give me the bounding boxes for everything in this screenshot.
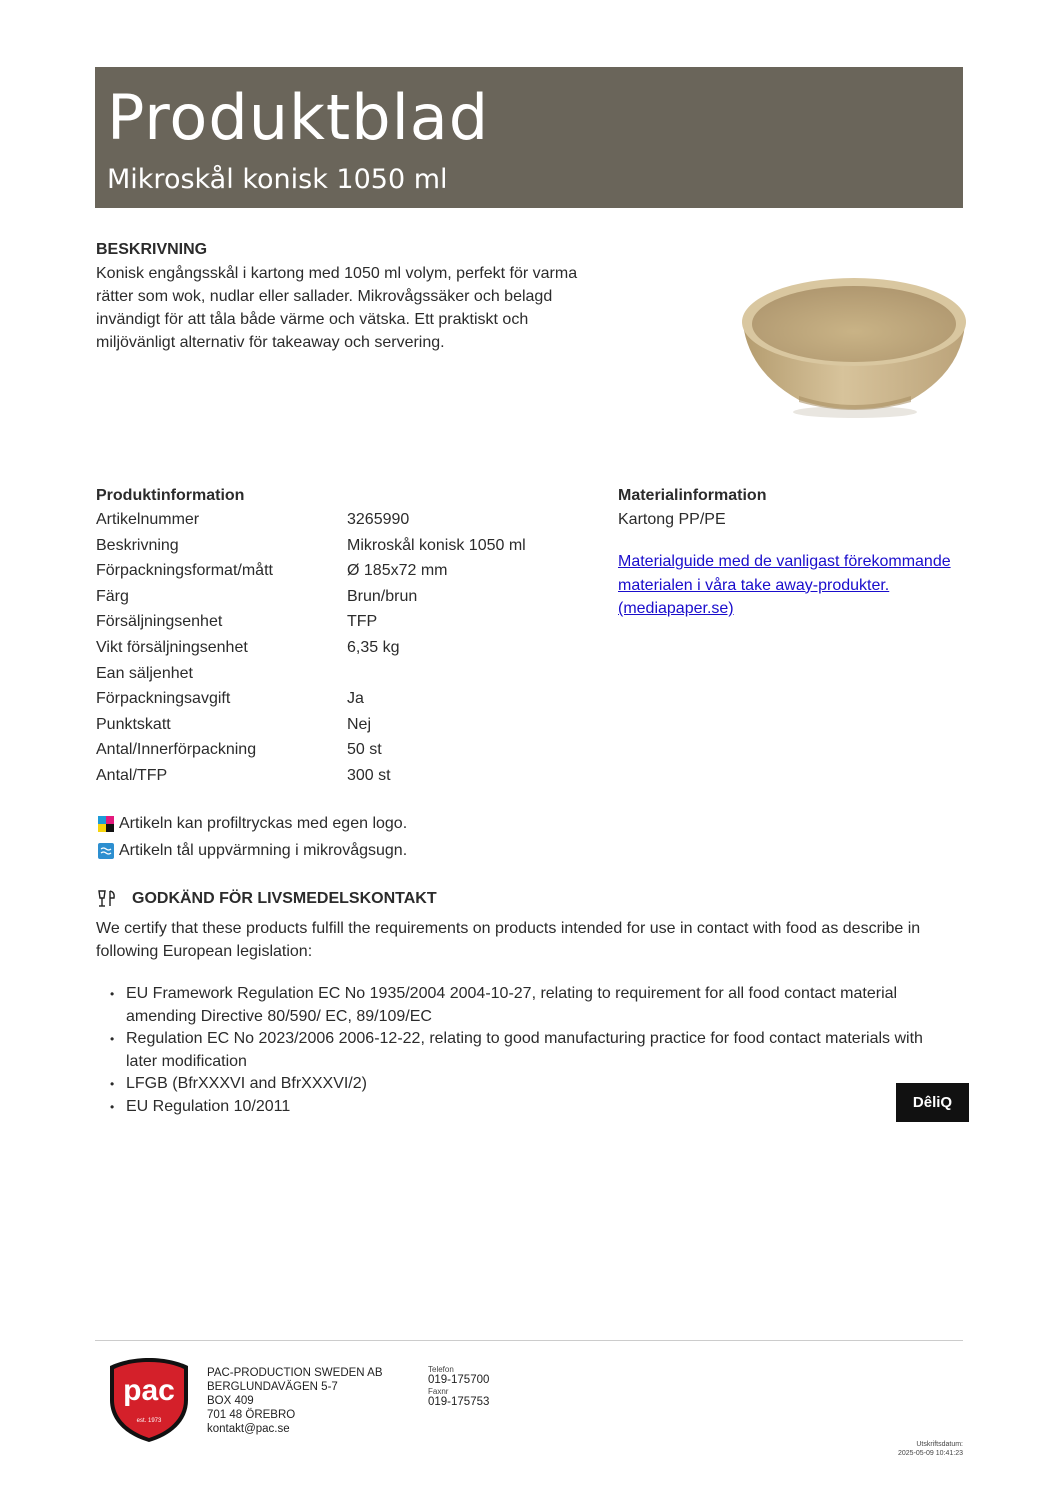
product-info-row (96, 507, 576, 533)
row-value: Ja (347, 690, 364, 708)
product-info-row (96, 635, 576, 661)
description-text: Konisk engångsskål i kartong med 1050 ml volym, perfekt för varma rätter som wok, nudlar eller sallader. Mikrovågssäker och belagd invändigt för att tåla både värme och vätska. Ett praktiskt och miljövänligt alternativ för takeaway och servering. (96, 265, 578, 351)
description-heading: BESKRIVNING (96, 241, 208, 258)
row-key: Färg (96, 587, 129, 605)
feature-microwave (98, 842, 407, 860)
food-contact-text: We certify that these products fulfill the requirements on products intended for use in contact with food as describe in following European legislation: (96, 920, 921, 960)
contact-numbers (428, 1365, 489, 1409)
legislation-list (106, 983, 936, 1118)
product-info-row (96, 686, 576, 712)
list-item: • Regulation EC No 2023/2006 2006-12-22, relating to good manufacturing practice for food contact materials with later modification (106, 1028, 936, 1073)
company-email: kontakt@pac.se (207, 1423, 290, 1435)
fax-label: Faxnr (428, 1387, 449, 1396)
row-key: Beskrivning (96, 536, 179, 554)
page-title: Produktblad (107, 81, 490, 154)
product-info-row (96, 533, 576, 559)
address-line: BOX 409 (207, 1395, 254, 1407)
feature-text: Artikeln kan profiltryckas med egen logo. (119, 815, 408, 832)
row-key: Antal/TFP (96, 766, 168, 784)
row-value: 6,35 kg (347, 638, 400, 656)
food-contact-icon (97, 889, 117, 909)
product-info-row (96, 558, 576, 584)
feature-text: Artikeln tål uppvärmning i mikrovågsugn. (119, 842, 408, 859)
product-info-table (96, 507, 576, 789)
list-item: • LFGB (BfrXXXVI and BfrXXXVI/2) (106, 1073, 936, 1096)
pac-logo (108, 1356, 190, 1444)
row-key: Förpackningsavgift (96, 690, 231, 708)
fax-number: 019-175753 (428, 1396, 490, 1408)
footer-divider (95, 1340, 963, 1341)
print-date-label: Utskriftsdatum: (916, 1441, 963, 1448)
company-name: PAC-PRODUCTION SWEDEN AB (207, 1367, 383, 1379)
deliq-brand-logo: DêliQ (896, 1083, 969, 1122)
material-guide-link[interactable]: Materialguide med de vanligast förekommande materialen i våra take away-produkter. (mediapaper.se) (618, 553, 951, 617)
row-key: Punktskatt (96, 715, 171, 733)
row-key: Vikt försäljningsenhet (96, 638, 248, 656)
list-item: • EU Framework Regulation EC No 1935/2004 2004-10-27, relating to requirement for all food contact material amending Directive 80/590/ EC, 89/109/EC (106, 983, 936, 1028)
row-value: 300 st (347, 766, 391, 784)
product-info-row (96, 712, 576, 738)
logo-est: est. 1973 (136, 1418, 162, 1424)
row-key: Förpackningsformat/mått (96, 562, 273, 580)
print-date: 2025-05-09 10:41:23 (898, 1450, 963, 1457)
row-value: Ø 185x72 mm (347, 562, 448, 580)
food-contact-heading: GODKÄND FÖR LIVSMEDELSKONTAKT (132, 890, 437, 907)
product-info-row (96, 584, 576, 610)
product-info-heading: Produktinformation (96, 487, 245, 504)
product-info-row (96, 609, 576, 635)
microwave-icon (98, 843, 114, 859)
row-value: 50 st (347, 741, 382, 759)
product-info-row (96, 763, 576, 789)
row-key: Försäljningsenhet (96, 613, 223, 631)
print-color-icon (98, 816, 114, 832)
company-address (207, 1366, 383, 1436)
row-key: Artikelnummer (96, 511, 200, 528)
logo-text: pac (123, 1374, 175, 1407)
row-value: Mikroskål konisk 1050 ml (347, 536, 526, 554)
address-line: 701 48 ÖREBRO (207, 1409, 296, 1421)
row-value: TFP (347, 613, 378, 631)
page-header (95, 67, 963, 208)
row-value: Nej (347, 715, 372, 733)
row-value: Brun/brun (347, 587, 418, 605)
print-date-block (840, 1440, 963, 1458)
material-info-heading: Materialinformation (618, 487, 767, 504)
product-info-row (96, 737, 576, 763)
food-contact-heading-row (97, 889, 437, 909)
phone-label: Telefon (428, 1365, 454, 1374)
row-key: Ean säljenhet (96, 664, 193, 682)
feature-print (98, 815, 407, 833)
product-info-row (96, 661, 576, 687)
material-info-value: Kartong PP/PE (618, 511, 726, 528)
product-image (735, 272, 971, 420)
row-key: Antal/Innerförpackning (96, 741, 257, 759)
phone-number: 019-175700 (428, 1374, 490, 1386)
row-value: 3265990 (347, 511, 410, 528)
address-line: BERGLUNDAVÄGEN 5-7 (207, 1381, 338, 1393)
product-subtitle: Mikroskål konisk 1050 ml (107, 164, 448, 195)
list-item: • EU Regulation 10/2011 (106, 1096, 936, 1119)
